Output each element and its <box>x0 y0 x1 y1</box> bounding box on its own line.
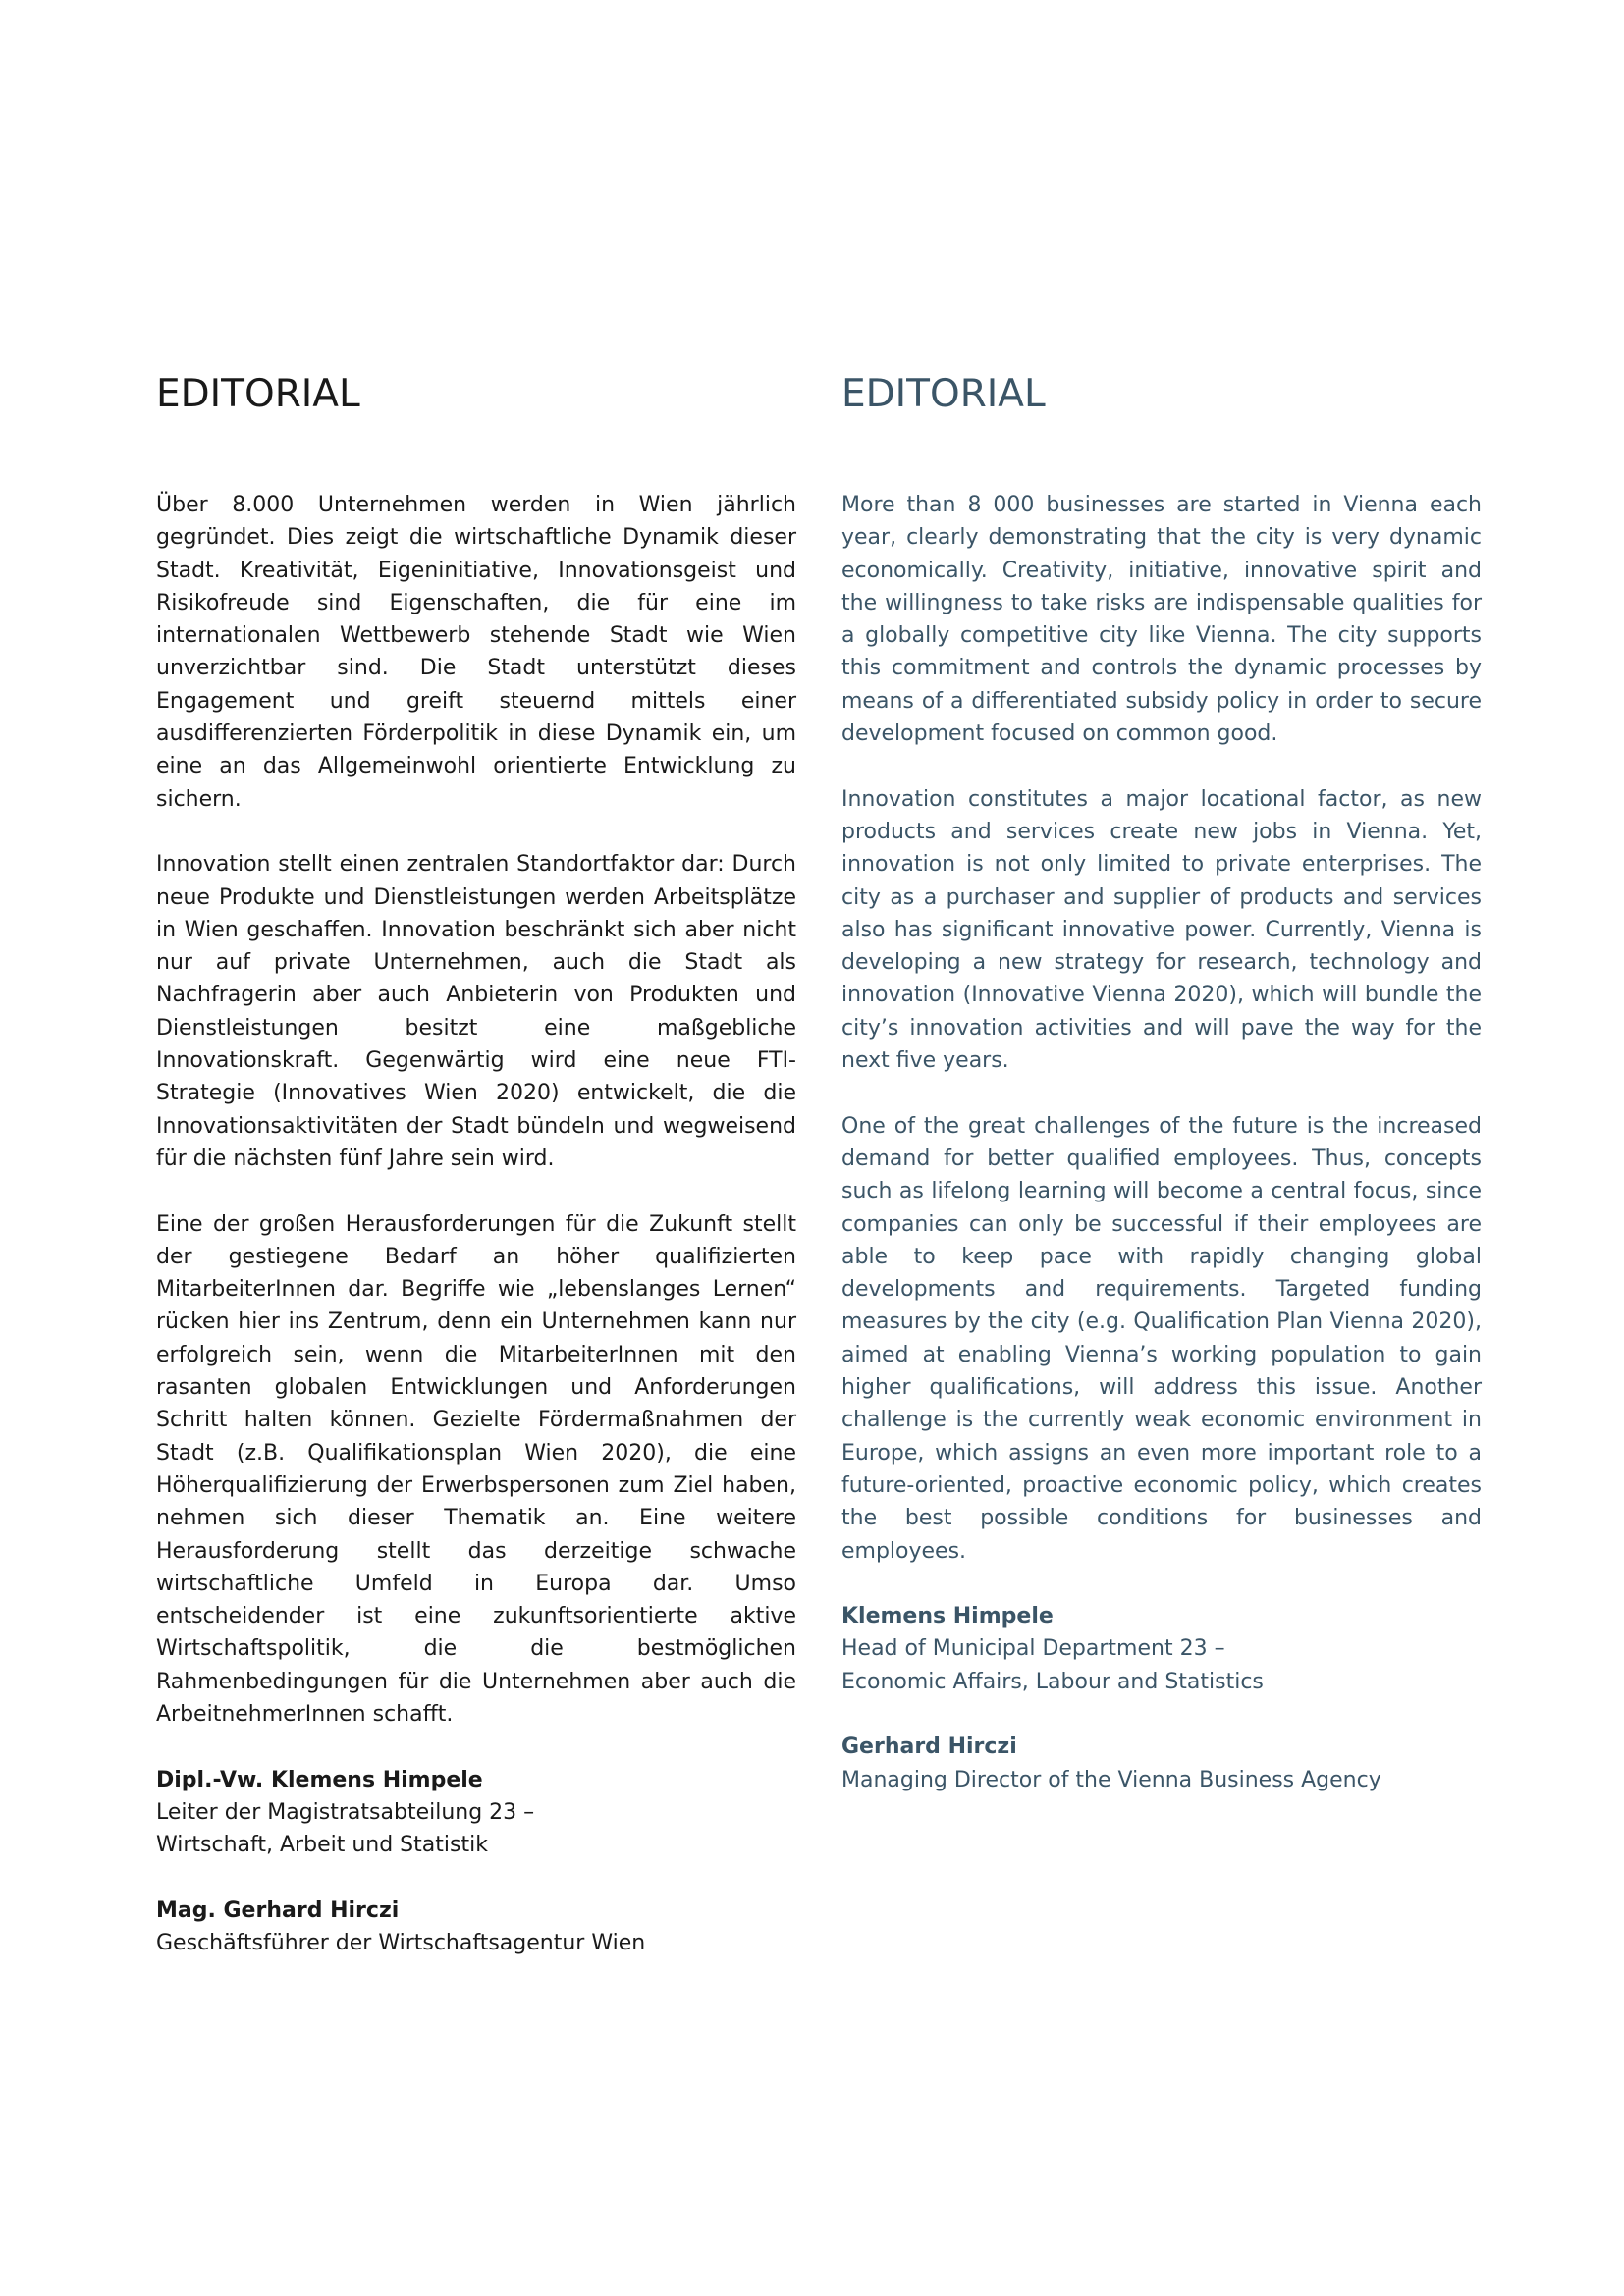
english-body <box>841 489 1482 1568</box>
english-signature-himpele <box>841 1600 1482 1698</box>
signature-title: Leiter der Magistratsabteilung 23 – <box>156 1799 535 1825</box>
german-heading: EDITORIAL <box>156 372 360 416</box>
german-paragraph-3: Eine der großen Herausforderungen für die Zukunft stellt der gestiegene Bedarf an höher qualifizierten MitarbeiterInnen dar. Begriffe wie „lebenslanges Lernen“ rücken hier ins Zentrum, denn ein Unternehmen kann nur erfolgreich sein, wenn die MitarbeiterInnen mit den rasanten globalen Entwicklungen und Anforderungen Schritt halten können. Gezielte Fördermaßnahmen der Stadt (z.B. Qualifikationsplan Wien 2020), die eine Höherqualifizierung der Erwerbspersonen zum Ziel haben, nehmen sich dieser Thematik an. Eine weitere Herausforderung stellt das derzeitige schwache wirtschaftliche Umfeld in Europa dar. Umso entscheidender ist eine zukunftsorientierte aktive Wirtschaftspolitik, die die bestmöglichen Rahmenbedingungen für die Unternehmen aber auch die ArbeitnehmerInnen schafft. <box>156 1211 796 1727</box>
german-body <box>156 489 796 1731</box>
german-paragraph-2: Innovation stellt einen zentralen Standortfaktor dar: Durch neue Produkte und Dienstleistungen werden Arbeitsplätze in Wien geschaffen. Innovation beschränkt sich aber nicht nur auf private Unternehmen, auch die Stadt als Nachfragerin aber auch Anbieterin von Produkten und Dienstleistungen besitzt eine maßgebliche Innovationskraft. Gegenwärtig wird eine neue FTI-Strategie (Innovatives Wien 2020) entwickelt, die die Innovationsaktivitäten der Stadt bündeln und wegweisend für die nächsten fünf Jahre sein wird. <box>156 852 796 1171</box>
english-signature-hirczi <box>841 1731 1482 1796</box>
signature-title: Geschäftsführer der Wirtschaftsagentur Wien <box>156 1931 646 1956</box>
signature-title: Wirtschaft, Arbeit und Statistik <box>156 1833 488 1858</box>
english-paragraph-3: One of the great challenges of the future is the increased demand for better qualified employees. Thus, concepts such as lifelong learning will become a central focus, since companies can only be successful if their employees are able to keep pace with rapidly changing global developments and requirements. Targeted funding measures by the city (e.g. Qualification Plan Vienna 2020), aimed at enabling Vienna’s working population to gain higher qualifications, will address this issue. Another challenge is the currently weak economic environment in Europe, which assigns an even more important role to a future-oriented, proactive economic policy, which creates the best possible conditions for businesses and employees. <box>841 1113 1482 1564</box>
english-heading: EDITORIAL <box>841 372 1046 416</box>
signature-title: Managing Director of the Vienna Business Agency <box>841 1767 1381 1792</box>
german-paragraph-1: Über 8.000 Unternehmen werden in Wien jährlich gegründet. Dies zeigt die wirtschaftliche Dynamik dieser Stadt. Kreativität, Eigeninitiative, Innovationsgeist und Risikofreude sind Eigenschaften, die für eine im internationalen Wettbewerb stehende Stadt wie Wien unverzichtbar sind. Die Stadt unterstützt dieses Engagement und greift steuernd mittels einer ausdifferenzierten Förderpolitik in diese Dynamik ein, um eine an das Allgemeinwohl orientierte Entwicklung zu sichern. <box>156 493 796 812</box>
signature-name: Mag. Gerhard Hirczi <box>156 1897 400 1923</box>
german-signature-hirczi <box>156 1895 796 1960</box>
signature-name: Gerhard Hirczi <box>841 1735 1017 1760</box>
english-paragraph-2: Innovation constitutes a major locational factor, as new products and services create new jobs in Vienna. Yet, innovation is not only limited to private enterprises. The city as a purchaser and supplier of products and services also has significant innovative power. Currently, Vienna is developing a new strategy for research, technology and innovation (Innovative Vienna 2020), which will bundle the city’s innovation activities and will pave the way for the next five years. <box>841 786 1482 1074</box>
signature-title: Economic Affairs, Labour and Statistics <box>841 1669 1264 1694</box>
signature-name: Dipl.-Vw. Klemens Himpele <box>156 1767 483 1792</box>
english-column <box>841 365 1482 1829</box>
signature-name: Klemens Himpele <box>841 1604 1054 1629</box>
english-paragraph-1: More than 8 000 businesses are started in Vienna each year, clearly demonstrating that the city is very dynamic economically. Creativity, initiative, innovative spirit and the willingness to take risks are indispensable qualities for a globally competitive city like Vienna. The city supports this commitment and controls the dynamic processes by means of a differentiated subsidy policy in order to secure development focused on common good. <box>841 493 1482 747</box>
signature-title: Head of Municipal Department 23 – <box>841 1636 1225 1662</box>
german-column <box>156 365 796 1993</box>
german-signature-himpele <box>156 1764 796 1862</box>
